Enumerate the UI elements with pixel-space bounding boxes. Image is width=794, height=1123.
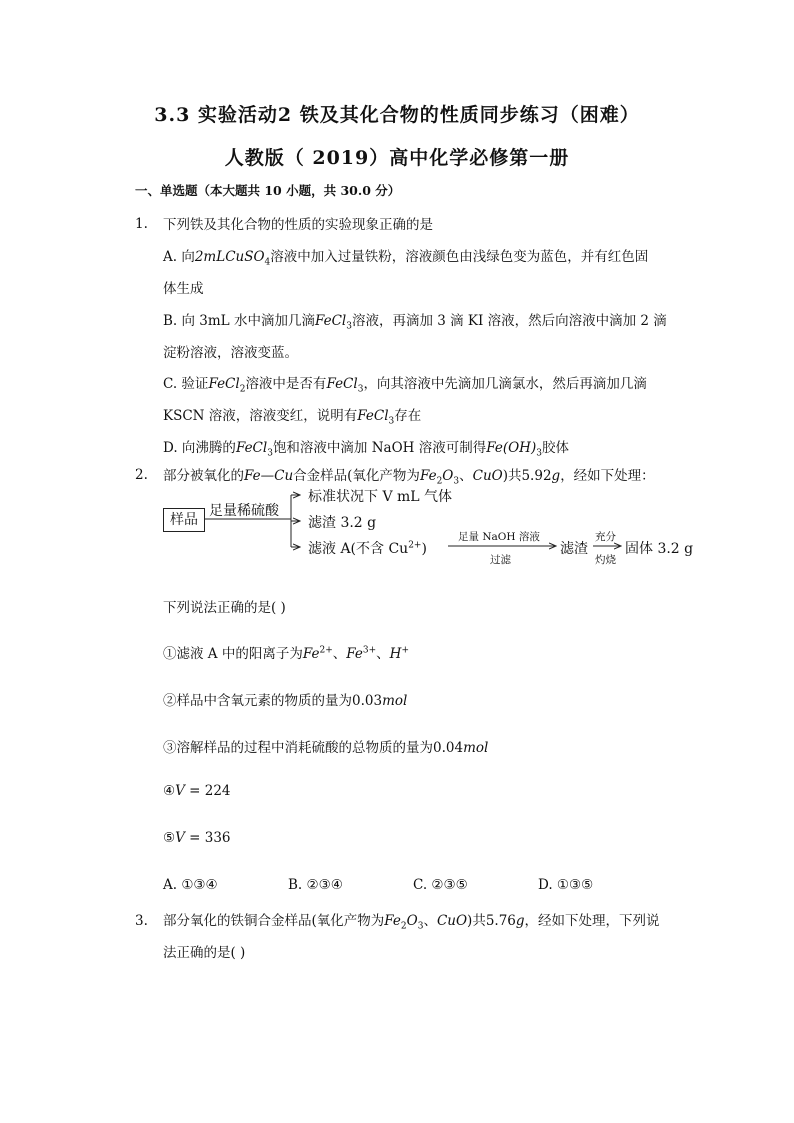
q1-formula: 2mLCuSO (194, 249, 265, 265)
filter-label: 过滤 (490, 554, 511, 566)
q2-formula: Fe (419, 468, 437, 484)
question-number-1: 1. (135, 216, 148, 232)
q1-option-b-text: B. 向 3mL 水中滴加几滴 (163, 313, 315, 329)
statement-2 (163, 689, 407, 709)
q3-unit: g (515, 913, 525, 929)
q1-option-c-text: KSCN 溶液，溶液变红，说明有 (163, 408, 358, 424)
q1-option-a-cont: 体生成 (163, 281, 204, 297)
answer-option-a[interactable]: A. ①③④ (163, 877, 218, 893)
statement-text: ③溶解样品的过程中消耗硫酸的总物质的量为0.04 (163, 740, 464, 756)
ion-formula: Fe (302, 646, 320, 662)
variable: V (175, 830, 185, 846)
q1-formula: FeCl (208, 376, 240, 392)
q1-option-a-text: A. 向 (163, 249, 195, 265)
q3-stem-text: ，经如下处理，下列说 (524, 913, 660, 929)
answer-option-d[interactable]: D. ①③⑤ (538, 877, 594, 893)
q1-option-b (163, 309, 667, 332)
acid-label: 足量稀硫酸 (209, 503, 279, 519)
q1-subscript: 3 (267, 448, 273, 459)
q3-stem-text: 、 (423, 913, 437, 929)
naoh-label: 足量 NaOH 溶液 (458, 531, 540, 543)
ion-charge: 3+ (362, 645, 377, 656)
question-number-3: 3. (135, 913, 148, 929)
q2-subscript: 2 (436, 476, 443, 487)
q1-option-d (163, 436, 569, 459)
q1-subscript: 2 (239, 384, 246, 395)
q1-option-a-text: 溶液中加入过量铁粉，溶液颜色由浅绿色变为蓝色，并有红色固 (270, 249, 649, 265)
q2-formula: Fe—Cu (244, 468, 294, 484)
statement-text: ⑤ (163, 830, 176, 846)
ion-charge: + (401, 645, 409, 656)
sample-box: 样品 (163, 508, 205, 532)
q1-subscript: 3 (346, 321, 352, 332)
q1-option-c-text: 存在 (394, 408, 422, 424)
document-title-line2: 人教版（ 2019）高中化学必修第一册 (224, 147, 570, 169)
q2-stem-text: 合金样品(氧化产物为 (293, 468, 420, 484)
q1-option-d-text: 饱和溶液中滴加 NaOH 溶液可制得 (272, 440, 487, 456)
document-title-line1: 3.3 实验活动2 铁及其化合物的性质同步练习（困难） (154, 104, 640, 126)
q1-option-c-text: ，向其溶液中先滴加几滴氯水，然后再滴加几滴 (363, 376, 647, 392)
question-2-stem (163, 464, 655, 487)
q1-subscript: 3 (388, 416, 395, 427)
q1-subscript: 3 (536, 448, 542, 459)
unit: mol (463, 740, 489, 756)
q1-subscript: 3 (357, 384, 364, 395)
question-1-stem: 下列铁及其化合物的性质的实验现象正确的是 (163, 217, 433, 233)
q2-unit: g (551, 468, 561, 484)
burn-label: 灼烧 (595, 554, 616, 566)
answer-option-c[interactable]: C. ②③⑤ (413, 877, 468, 893)
question-3-stem (163, 909, 660, 932)
q3-formula: CuO (436, 913, 468, 929)
filtrate-superscript: 2+ (408, 540, 422, 551)
q3-stem-text: )共5.76 (467, 913, 516, 929)
statement-text: ②样品中含氧元素的物质的量为0.03 (163, 693, 383, 709)
statement-5 (163, 830, 231, 846)
q1-formula: FeCl (235, 440, 268, 456)
q1-formula: FeCl (326, 376, 358, 392)
q2-stem-text: ，经如下处理： (560, 468, 655, 484)
sufficient-label: 充分 (595, 531, 616, 543)
q3-subscript: 2 (400, 921, 407, 932)
q1-option-b-text: 溶液，再滴加 3 滴 KI 溶液，然后向溶液中滴加 2 滴 (351, 313, 667, 329)
statement-text: ④ (163, 783, 176, 799)
solid-product: 固体 3.2 g (625, 541, 694, 557)
residue-product: 滤渣 3.2 g (308, 515, 377, 531)
filtrate-text: 滤液 A(不含 Cu (308, 541, 409, 557)
q1-formula: FeCl (357, 408, 389, 424)
q2-formula: CuO (472, 468, 503, 484)
q2-stem-text: 部分被氧化的 (163, 468, 244, 484)
variable: V (175, 783, 185, 799)
ion-formula: H (389, 646, 402, 662)
q3-formula: O (406, 913, 418, 929)
statement-text: 、 (332, 646, 347, 662)
q1-subscript: 4 (264, 257, 271, 268)
ion-charge: 2+ (319, 645, 333, 656)
q2-stem-text: )共5.92 (502, 468, 552, 484)
q1-option-b-cont: 淀粉溶液，溶液变蓝。 (163, 345, 298, 361)
q2-stem-text: 、 (459, 468, 473, 484)
q1-formula: Fe(OH) (486, 440, 537, 456)
statement-3 (163, 736, 488, 756)
section-heading: 一、单选题（本大题共 10 小题，共 30.0 分） (135, 183, 401, 198)
statement-text: 、 (376, 646, 390, 662)
q2-subscript: 3 (453, 476, 460, 487)
q1-option-c-text: 溶液中是否有 (245, 376, 327, 392)
ion-formula: Fe (346, 646, 363, 662)
process-flow-diagram (163, 486, 703, 568)
filtrate-product (308, 538, 427, 558)
q3-stem-text: 部分氧化的铁铜合金样品(氧化产物为 (163, 913, 385, 929)
q3-formula: Fe (384, 913, 401, 929)
filtrate-text: ) (421, 541, 427, 557)
q1-option-d-text: D. 向沸腾的 (163, 440, 236, 456)
statement-text: ①滤液 A 中的阳离子为 (163, 646, 303, 662)
statement-1 (163, 642, 409, 662)
q1-formula: FeCl (314, 313, 347, 329)
gas-product: 标准状况下 V mL 气体 (308, 489, 453, 505)
question-number-2: 2. (135, 467, 148, 483)
q1-option-c-text: C. 验证 (163, 376, 209, 392)
q1-option-c-cont (163, 404, 421, 427)
unit: mol (382, 693, 408, 709)
q2-formula: O (442, 468, 454, 484)
statement-text: = 224 (184, 783, 231, 799)
q1-option-c (163, 372, 647, 395)
question-2-prompt: 下列说法正确的是( ) (163, 600, 286, 616)
q1-option-a (163, 245, 648, 268)
statement-text: = 336 (184, 830, 231, 846)
second-residue: 滤渣 (560, 541, 588, 557)
statement-4 (163, 783, 231, 799)
answer-option-b[interactable]: B. ②③④ (288, 877, 343, 893)
q3-subscript: 3 (417, 921, 424, 932)
question-3-stem-cont: 法正确的是( ) (163, 945, 246, 961)
q1-option-d-text: 胶体 (541, 440, 569, 456)
